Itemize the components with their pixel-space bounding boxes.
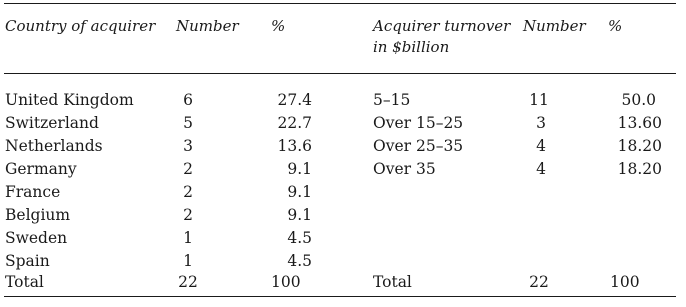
header-turnover-line2: in $billion bbox=[373, 38, 450, 56]
pct-cell: 18.20 bbox=[617, 137, 662, 155]
turnover-cell: Over 35 bbox=[373, 160, 436, 178]
total-label-left: Total bbox=[5, 273, 44, 291]
turnover-cell: Over 25–35 bbox=[373, 137, 464, 155]
acquirer-table bbox=[4, 2, 676, 297]
total-number-right: 22 bbox=[529, 273, 549, 291]
number-cell: 3 bbox=[536, 114, 546, 132]
pct-cell: 4.5 bbox=[287, 229, 312, 247]
total-pct-right: 100 bbox=[610, 273, 640, 291]
country-cell: Spain bbox=[5, 252, 50, 270]
pct-cell: 9.1 bbox=[287, 183, 312, 201]
country-cell: Germany bbox=[5, 160, 77, 178]
pct-cell: 13.60 bbox=[617, 114, 662, 132]
header-number-left: Number bbox=[176, 17, 239, 35]
pct-cell: 9.1 bbox=[287, 160, 312, 178]
pct-cell: 18.20 bbox=[617, 160, 662, 178]
pct-cell: 27.4 bbox=[277, 91, 312, 109]
turnover-cell: Over 15–25 bbox=[373, 114, 464, 132]
country-cell: Sweden bbox=[5, 229, 68, 247]
header-number-right: Number bbox=[523, 17, 586, 35]
total-number-left: 22 bbox=[178, 273, 198, 291]
number-cell: 1 bbox=[183, 229, 193, 247]
number-cell: 2 bbox=[183, 183, 193, 201]
total-label-right: Total bbox=[373, 273, 412, 291]
number-cell: 4 bbox=[536, 160, 546, 178]
country-cell: Belgium bbox=[5, 206, 71, 224]
header-pct-right: % bbox=[608, 17, 623, 35]
number-cell: 2 bbox=[183, 206, 193, 224]
country-cell: United Kingdom bbox=[5, 91, 134, 109]
number-cell: 5 bbox=[183, 114, 193, 132]
header-pct-left: % bbox=[271, 17, 286, 35]
bottom-rule bbox=[4, 296, 676, 297]
turnover-cell: 5–15 bbox=[373, 91, 411, 109]
pct-cell: 9.1 bbox=[287, 206, 312, 224]
pct-cell: 50.0 bbox=[621, 91, 656, 109]
total-pct-left: 100 bbox=[271, 273, 301, 291]
country-cell: France bbox=[5, 183, 61, 201]
country-cell: Netherlands bbox=[5, 137, 103, 155]
country-cell: Switzerland bbox=[5, 114, 99, 132]
pct-cell: 22.7 bbox=[277, 114, 312, 132]
header-turnover-line1: Acquirer turnover bbox=[373, 17, 511, 35]
number-cell: 2 bbox=[183, 160, 193, 178]
header-country: Country of acquirer bbox=[5, 17, 156, 35]
number-cell: 4 bbox=[536, 137, 546, 155]
header-rule bbox=[4, 73, 676, 74]
top-rule bbox=[4, 3, 676, 4]
number-cell: 6 bbox=[183, 91, 193, 109]
number-cell: 1 bbox=[183, 252, 193, 270]
pct-cell: 13.6 bbox=[277, 137, 312, 155]
number-cell: 11 bbox=[529, 91, 549, 109]
number-cell: 3 bbox=[183, 137, 193, 155]
pct-cell: 4.5 bbox=[287, 252, 312, 270]
